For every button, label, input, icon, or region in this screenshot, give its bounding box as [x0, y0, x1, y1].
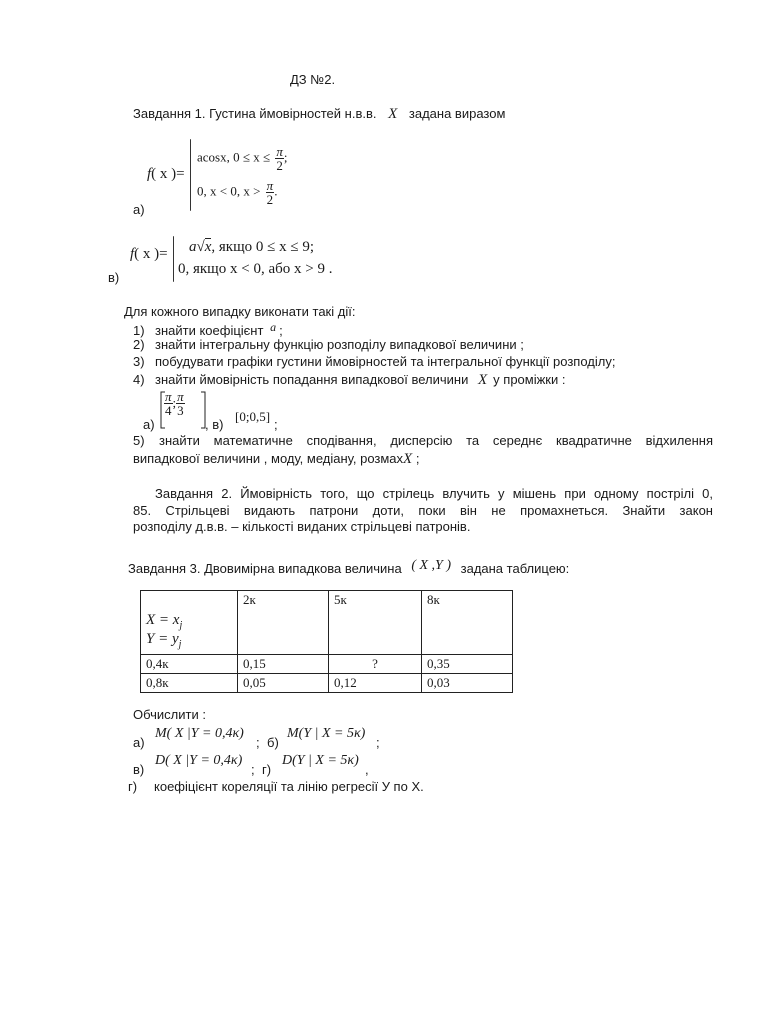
distribution-table — [140, 590, 513, 693]
case1-a: acosx, 0 ≤ x ≤ $\frac{\pi}{2}$ ; — [197, 144, 288, 173]
task2-line3: розподілу д.в.в. – кількості виданих стрільцеві патронів. — [133, 519, 471, 534]
table-cell: 0,35 — [422, 655, 513, 674]
case2-v: 0, якщо x < 0, або x > 9 . — [178, 261, 333, 277]
table-corner-cell: $X = x_j$ $Y = y_j$ — [141, 591, 238, 655]
compute-b-label: б) — [267, 735, 279, 750]
interval-a: $\frac{\pi}{4}$ ; $\frac{\pi}{3}$ — [165, 389, 184, 418]
compute-g-expr: D(Y | X = 5κ) — [282, 753, 359, 768]
table-cell: 0,4к — [141, 655, 238, 674]
table-row — [141, 655, 513, 674]
fx-label-v: f( x )= — [130, 246, 168, 262]
compute-b-expr: M(Y | X = 5κ) — [287, 726, 366, 741]
list-item: 2) знайти інтегральну функцію розподілу випадкової величини ; — [133, 337, 524, 352]
compute-g2: г) коефіцієнт кореляції та лінію регресії У по Х. — [128, 779, 424, 794]
task1-intro: Завдання 1. Густина ймовірностей н.в.в. X задана виразом — [133, 106, 506, 122]
label-a: а) — [133, 202, 145, 217]
compute-v-label: в) — [133, 762, 145, 777]
table-cell: 0,05 — [238, 674, 329, 693]
interval-a-label: а) — [143, 417, 155, 432]
table-header-row — [141, 591, 513, 655]
list-item: 4) знайти ймовірність попадання випадкової величини X у проміжки : — [133, 372, 566, 388]
table-row — [141, 674, 513, 693]
brace-v — [173, 236, 174, 282]
case1-v: a√x, якщо 0 ≤ x ≤ 9; — [189, 239, 315, 255]
list-item: 1) знайти коефіцієнт a ; — [133, 320, 283, 338]
label-v: в) — [108, 270, 120, 285]
table-header-cell: 2к — [238, 591, 329, 655]
table-cell: 0,15 — [238, 655, 329, 674]
compute-v-expr: D( X |Y = 0,4κ) — [155, 753, 243, 768]
fx-label-a: f( x )= — [147, 166, 185, 182]
table-header-cell: 5к — [329, 591, 422, 655]
list-item: 3) побудувати графіки густини ймовірностей та інтегральної функції розподілу; — [133, 354, 616, 369]
compute-a-end: ; — [256, 735, 260, 750]
var-x: X — [388, 106, 398, 122]
actions-intro: Для кожного випадку виконати такі дії: — [124, 304, 356, 319]
compute-a-expr: M( X |Y = 0,4κ) — [155, 726, 244, 741]
table-cell: 0,12 — [329, 674, 422, 693]
task3-intro: Завдання 3. Двовимірна випадкова величина ( X ,Y ) задана таблицею: — [128, 558, 570, 576]
compute-b-end: ; — [376, 735, 380, 750]
compute-g-label: г) — [262, 762, 272, 777]
task2-line2: 85. Стрільцеві видають патрони доти, поки він не промахнеться. Знайти закон — [133, 503, 713, 518]
interval-v: [0;0,5] — [235, 409, 271, 424]
compute-label: Обчислити : — [133, 707, 206, 722]
case2-a: 0, x < 0, x > $\frac{\pi}{2}$ . — [197, 178, 278, 207]
table-cell: 0,8к — [141, 674, 238, 693]
table-cell: 0,03 — [422, 674, 513, 693]
item5-line2: випадкової величини , моду, медіану, розмахX ; — [133, 451, 420, 467]
table-cell: ? — [329, 655, 422, 674]
compute-v-end: ; — [251, 762, 255, 777]
compute-g-end: , — [365, 762, 369, 777]
brace-a — [190, 139, 191, 211]
page-title: ДЗ №2. — [290, 72, 336, 87]
compute-a-label: а) — [133, 735, 145, 750]
item5-line1: 5) знайти математичне сподівання, дисперсію та середнє квадратичне відхилення — [133, 433, 713, 448]
interval-end: ; — [274, 417, 278, 432]
interval-v-label: , в) — [205, 417, 224, 432]
table-header-cell: 8к — [422, 591, 513, 655]
task2-line1: Завдання 2. Ймовірність того, що стрілець влучить у мішень при одному пострілі 0, — [155, 486, 713, 501]
